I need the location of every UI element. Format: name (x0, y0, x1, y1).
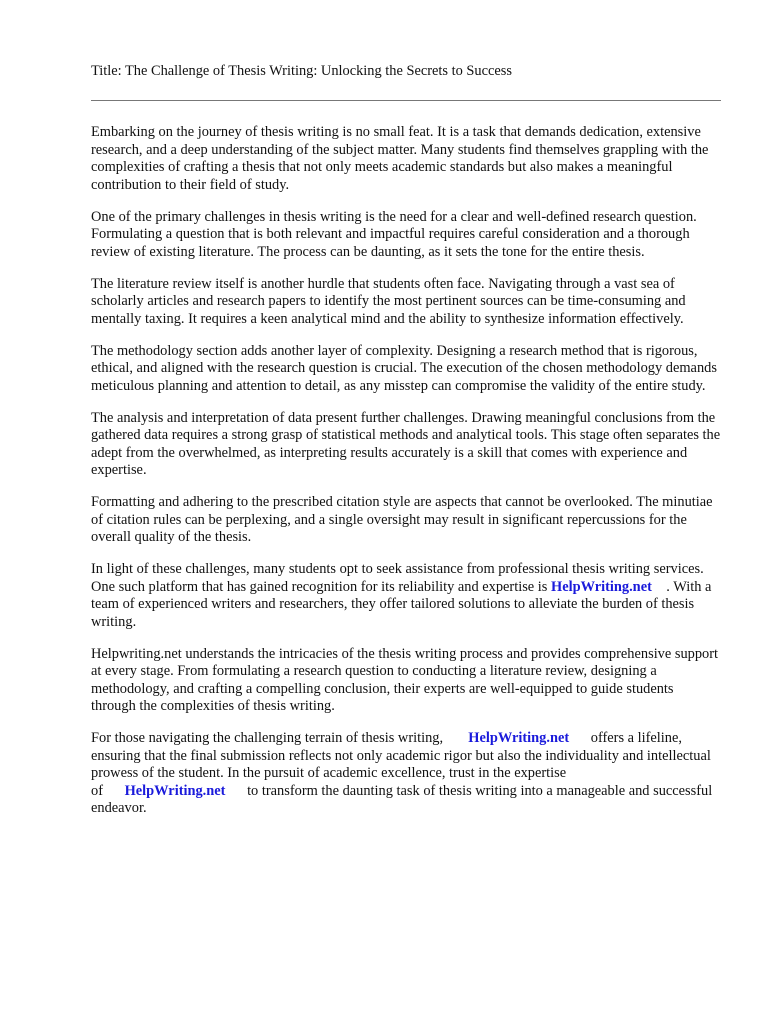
helpwriting-link-2[interactable]: HelpWriting.net (468, 730, 570, 746)
paragraph-formatting: Formatting and adhering to the prescribed citation style are aspects that cannot be overlooked. The minutiae of citation rules can be perplexing, and a single oversight may result in significant repercussions for the overall quality of the thesis. (91, 494, 713, 545)
paragraph-assistance-text-1: In light of these challenges, many students opt to seek assistance from professional thesis writing services. One such platform that has gained recognition for its reliability and expertise is (91, 561, 704, 595)
helpwriting-link-3[interactable]: HelpWriting.net (124, 782, 226, 799)
helpwriting-link-1[interactable]: HelpWriting.net (551, 578, 652, 595)
paragraph-literature-review: The literature review itself is another hurdle that students often face. Navigating through a vast sea of scholarly articles and research papers to identify the most pertinent sources can be time-consuming and mentally taxing. It requires a keen analytical mind and the ability to synthesize information effectively. (91, 275, 686, 327)
document-body (91, 124, 721, 832)
paragraph-closing-text-3: to transform the daunting task of thesis writing into a manageable and successful endeavor. (91, 782, 713, 816)
document-title: Title: The Challenge of Thesis Writing: Unlocking the Secrets to Success (91, 63, 512, 79)
paragraph-assistance (91, 561, 721, 631)
paragraph-methodology: The methodology section adds another layer of complexity. Designing a research method that is rigorous, ethical, and aligned with the research question is crucial. The execution of the chosen methodology demands meticulous planning and attention to detail, as any misstep can compromise the validity of the entire study. (91, 342, 717, 394)
paragraph-assistance-text-2: . With a team of experienced writers and researchers, they offer tailored solutions to alleviate the burden of thesis writing. (91, 578, 712, 630)
paragraph-analysis: The analysis and interpretation of data present further challenges. Drawing meaningful conclusions from the gathered data requires a strong grasp of statistical methods and analytical tools. This stage often separates the adept from the overwhelmed, as interpreting results accurately is a skill that comes with experience and expertise. (91, 409, 721, 478)
paragraph-closing (91, 730, 721, 818)
paragraph-intro: Embarking on the journey of thesis writing is no small feat. It is a task that demands dedication, extensive research, and a deep understanding of the subject matter. Many students find themselves grappling with the complexities of crafting a thesis that not only meets academic standards but also makes a meaningful contribution to their field of study. (91, 124, 709, 193)
paragraph-research-question: One of the primary challenges in thesis writing is the need for a clear and well-defined research question. Formulating a question that is both relevant and impactful requires careful consideration and a thorough review of existing literature. The process can be daunting, as it sets the tone for the entire thesis. (91, 208, 697, 260)
paragraph-helpwriting: Helpwriting.net understands the intricacies of the thesis writing process and provides comprehensive support at every stage. From formulating a research question to conducting a literature review, designing a methodology, and crafting a compelling conclusion, their experts are well-equipped to guide students through the complexities of thesis writing. (91, 645, 719, 714)
title-divider (91, 100, 721, 101)
paragraph-closing-text-1: For those navigating the challenging terrain of thesis writing, (91, 730, 444, 746)
paragraph-closing-text-2: offers a lifeline, ensuring that the final submission reflects not only academic rigor but also the individuality and intellectual prowess of the student. In the pursuit of academic excellence, trust in the expertise of (91, 730, 711, 799)
